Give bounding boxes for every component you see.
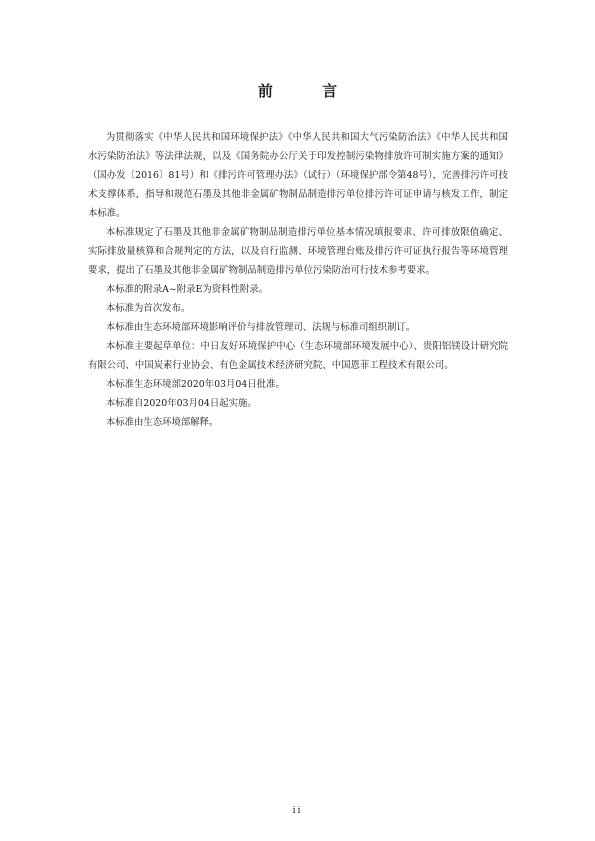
paragraph-purpose: 为贯彻落实《中华人民共和国环境保护法》《中华人民共和国大气污染防治法》《中华人民共和国水污染防治法》等法律法规，以及《国务院办公厅关于印发控制污染物排放许可制实施方案的通知》（国办发〔2016〕81号）和《排污许可管理办法》（试行）（环境保护部令第48号），完善排污许可技术支撑体系，指导和规范石墨及其他非金属矿物制品制造排污单位排污许可证申请与核发工作，制定本标准。: [88, 132, 508, 219]
paragraph-organizer: 本标准由生态环境部环境影响评价与排放管理司、法规与标准司组织制订。: [105, 322, 416, 333]
paragraph-interpretation: 本标准由生态环境部解释。: [105, 417, 219, 428]
paragraph-first-release: 本标准为首次发布。: [105, 303, 191, 314]
paragraph-appendix: 本标准的附录A~附录E为资料性附录。: [105, 284, 268, 295]
paragraph-drafters: 本标准主要起草单位：中日友好环境保护中心（生态环境部环境发展中心）、贵阳铝镁设计研究院有限公司、中国炭素行业协会、有色金属技术经济研究院、中国恩菲工程技术有限公司。: [88, 341, 508, 371]
page-number: ii: [292, 806, 303, 816]
paragraph-effective: 本标准自2020年03月04日起实施。: [105, 398, 257, 409]
page-title: 前 言: [257, 82, 360, 100]
paragraph-approval: 本标准生态环境部2020年03月04日批准。: [105, 379, 285, 390]
paragraph-scope: 本标准规定了石墨及其他非金属矿物制品制造排污单位基本情况填报要求、许可排放限值确定、实际排放量核算和合规判定的方法，以及自行监测、环境管理台账及排污许可证执行报告等环境管理要求，提出了石墨及其他非金属矿物制品制造排污单位污染防治可行技术参考要求。: [88, 227, 508, 276]
preface-body: [88, 128, 508, 432]
